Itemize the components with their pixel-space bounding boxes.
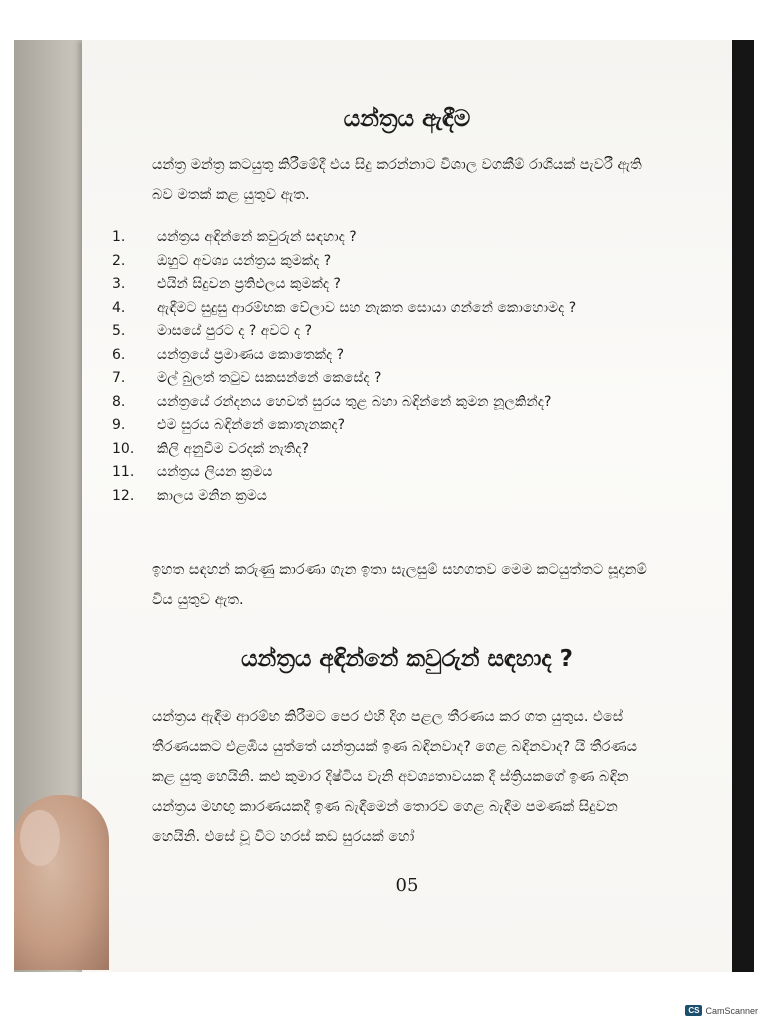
list-item	[112, 438, 692, 462]
page-heading: යන්ත්‍රය ඇඳීම	[343, 106, 471, 132]
list-item-number: 4.	[112, 299, 126, 316]
list-item-number: 8.	[112, 393, 126, 410]
list-item-text: යන්ත්‍රයේ ප්‍රමාණය කොතෙක්ද ?	[157, 346, 345, 363]
list-item	[112, 344, 692, 368]
list-item-number: 2.	[112, 252, 126, 269]
preparation-paragraph: ඉහත සඳහන් කරුණු කාරණා ගැන ඉතා සැලසුම් සහගතව මෙම කටයුත්තට සූදානම් විය යුතුව ඇත.	[152, 562, 647, 608]
list-item-text: යන්ත්‍රය අඳින්නේ කවුරුන් සඳහාද ?	[157, 229, 357, 245]
list-item-number: 3.	[112, 276, 126, 292]
list-item	[112, 414, 692, 438]
list-item	[112, 367, 692, 391]
list-item-number: 5.	[112, 323, 126, 339]
list-item	[112, 297, 692, 321]
list-item	[112, 391, 692, 415]
camscanner-watermark	[685, 1005, 758, 1016]
section-heading: යන්ත්‍රය අඳින්නේ කවුරුන් සඳහාද ?	[241, 646, 573, 672]
list-item-text: මාසයේ පුරට ද ? අවට ද ?	[157, 323, 313, 339]
intro-paragraph: යන්ත්‍ර මන්ත්‍ර කටයුතු කිරීමේදී එය සිදු කරන්නාට විශාල වගකීම් රාශියක් පැවරී ඇති බව මතක් කළ යුතුව ඇත.	[152, 157, 642, 203]
book-page	[82, 40, 732, 972]
list-item-number: 7.	[112, 370, 126, 386]
page-number: 05	[395, 875, 419, 896]
list-item-number: 11.	[112, 464, 135, 480]
list-item	[112, 461, 692, 485]
list-item-text: එම සුරය බඳින්නේ කොතැනකද?	[157, 417, 346, 433]
list-item-text: ඔහුට අවශ්‍ය යන්ත්‍රය කුමක්ද ?	[157, 252, 332, 269]
list-item-number: 9.	[112, 417, 126, 433]
thumbnail-photo	[20, 810, 60, 866]
list-item	[112, 485, 692, 509]
list-item-text: යන්ත්‍රය ලියන ක්‍රමය	[157, 464, 273, 480]
list-item-number: 12.	[112, 487, 135, 504]
list-item-number: 10.	[112, 440, 135, 457]
list-item	[112, 250, 692, 274]
question-list	[112, 226, 692, 508]
list-item-text: කාලය මනින ක්‍රමය	[157, 487, 267, 504]
list-item	[112, 273, 692, 297]
watermark-label: CamScanner	[705, 1005, 758, 1016]
list-item	[112, 320, 692, 344]
list-item-text: ඇඳීමට සුදුසු ආරම්භක වේලාව සහ නැකත සොයා ගන්නේ කොහොමද ?	[157, 299, 577, 316]
list-item-number: 6.	[112, 346, 126, 363]
list-item-text: එයින් සිදුවන ප්‍රතිඵලය කුමක්ද ?	[157, 276, 341, 292]
list-item-number: 1.	[112, 229, 126, 245]
scanned-photo	[14, 40, 754, 972]
list-item-text: යන්ත්‍රයේ රන්දනය හෙවත් සුරය තුළ බහා බඳින්නේ කුමන නූලකින්ද?	[157, 393, 552, 410]
section-paragraph: යන්ත්‍රය ඇඳීම ආරම්භ කිරීමට පෙර එහි දිග පළල තීරණය කර ගත යුතුය. එසේ තීරණයකට එළඹිය යුත්තේ යන්ත්‍රයක් ඉණ බඳිනවාද? ගෙළ බඳිනවාද? යි තීරණය කළ යුතු හෙයිනි. කළු කුමාර දිෂ්ටිය වැනි අවශ්‍යතාවයක දී ස්ත්‍රියකගේ ඉණ බඳින යන්ත්‍රය මහඟු කාරණයකදී ඉණ බැඳීමෙන් තොරව ගෙළ බැඳීම පමණක් සිදුවන හෙයිනි. එසේ වූ විට හරස් කඩ සුරයක් හෝ	[152, 709, 638, 845]
list-item	[112, 226, 692, 250]
list-item-text: මල් බුලත් තටුව සකසන්නේ කෙසේද ?	[157, 370, 382, 386]
list-item-text: කිලි අනුවීම වරදක් නැතිද?	[157, 440, 309, 457]
camscanner-logo-icon: CS	[685, 1005, 702, 1016]
